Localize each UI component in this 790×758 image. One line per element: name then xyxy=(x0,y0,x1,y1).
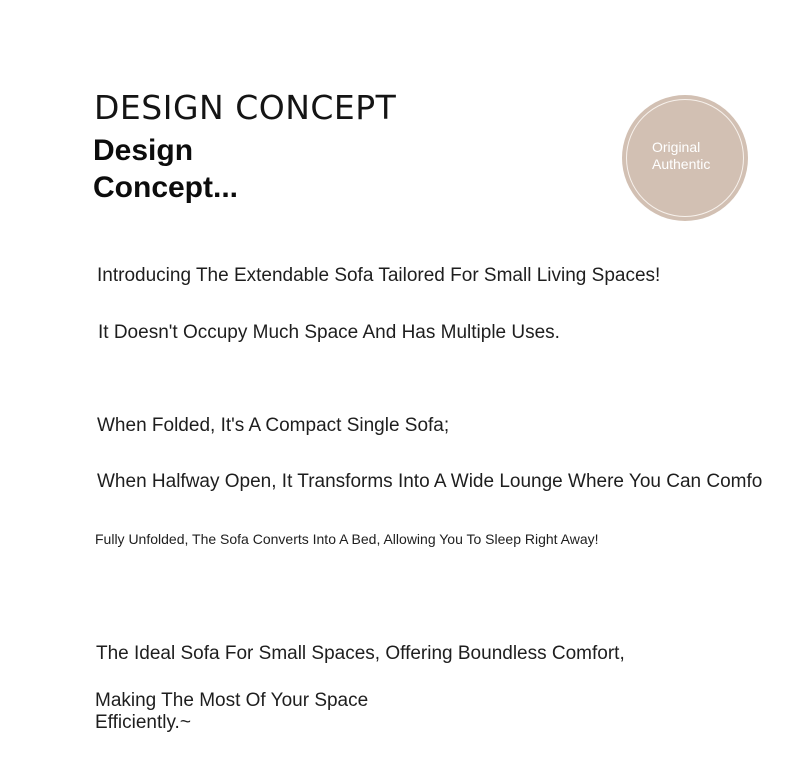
subtitle xyxy=(93,132,368,206)
halfway-text: When Halfway Open, It Transforms Into A Wide Lounge Where You Can Comfo xyxy=(97,471,763,492)
subtitle-line-2: Concept... xyxy=(93,171,239,204)
badge-line-1: Original xyxy=(652,139,701,155)
unfolded-text: Fully Unfolded, The Sofa Converts Into A Bed, Allowing You To Sleep Right Away! xyxy=(95,531,599,547)
authentic-badge xyxy=(622,95,748,221)
folded-text: When Folded, It's A Compact Single Sofa; xyxy=(97,415,450,436)
intro-text: Introducing The Extendable Sofa Tailored For Small Living Spaces! xyxy=(97,265,661,286)
badge-text xyxy=(652,139,710,173)
badge-line-2: Authentic xyxy=(652,156,711,172)
uses-text: It Doesn't Occupy Much Space And Has Multiple Uses. xyxy=(98,322,560,343)
closing-line-1: Making The Most Of Your Space xyxy=(95,690,369,711)
closing-text xyxy=(95,690,415,734)
subtitle-line-1: Design xyxy=(93,134,194,167)
closing-line-2: Efficiently.~ xyxy=(95,712,191,733)
page-title: DESIGN CONCEPT xyxy=(94,88,397,127)
ideal-text: The Ideal Sofa For Small Spaces, Offering Boundless Comfort, xyxy=(96,643,625,664)
